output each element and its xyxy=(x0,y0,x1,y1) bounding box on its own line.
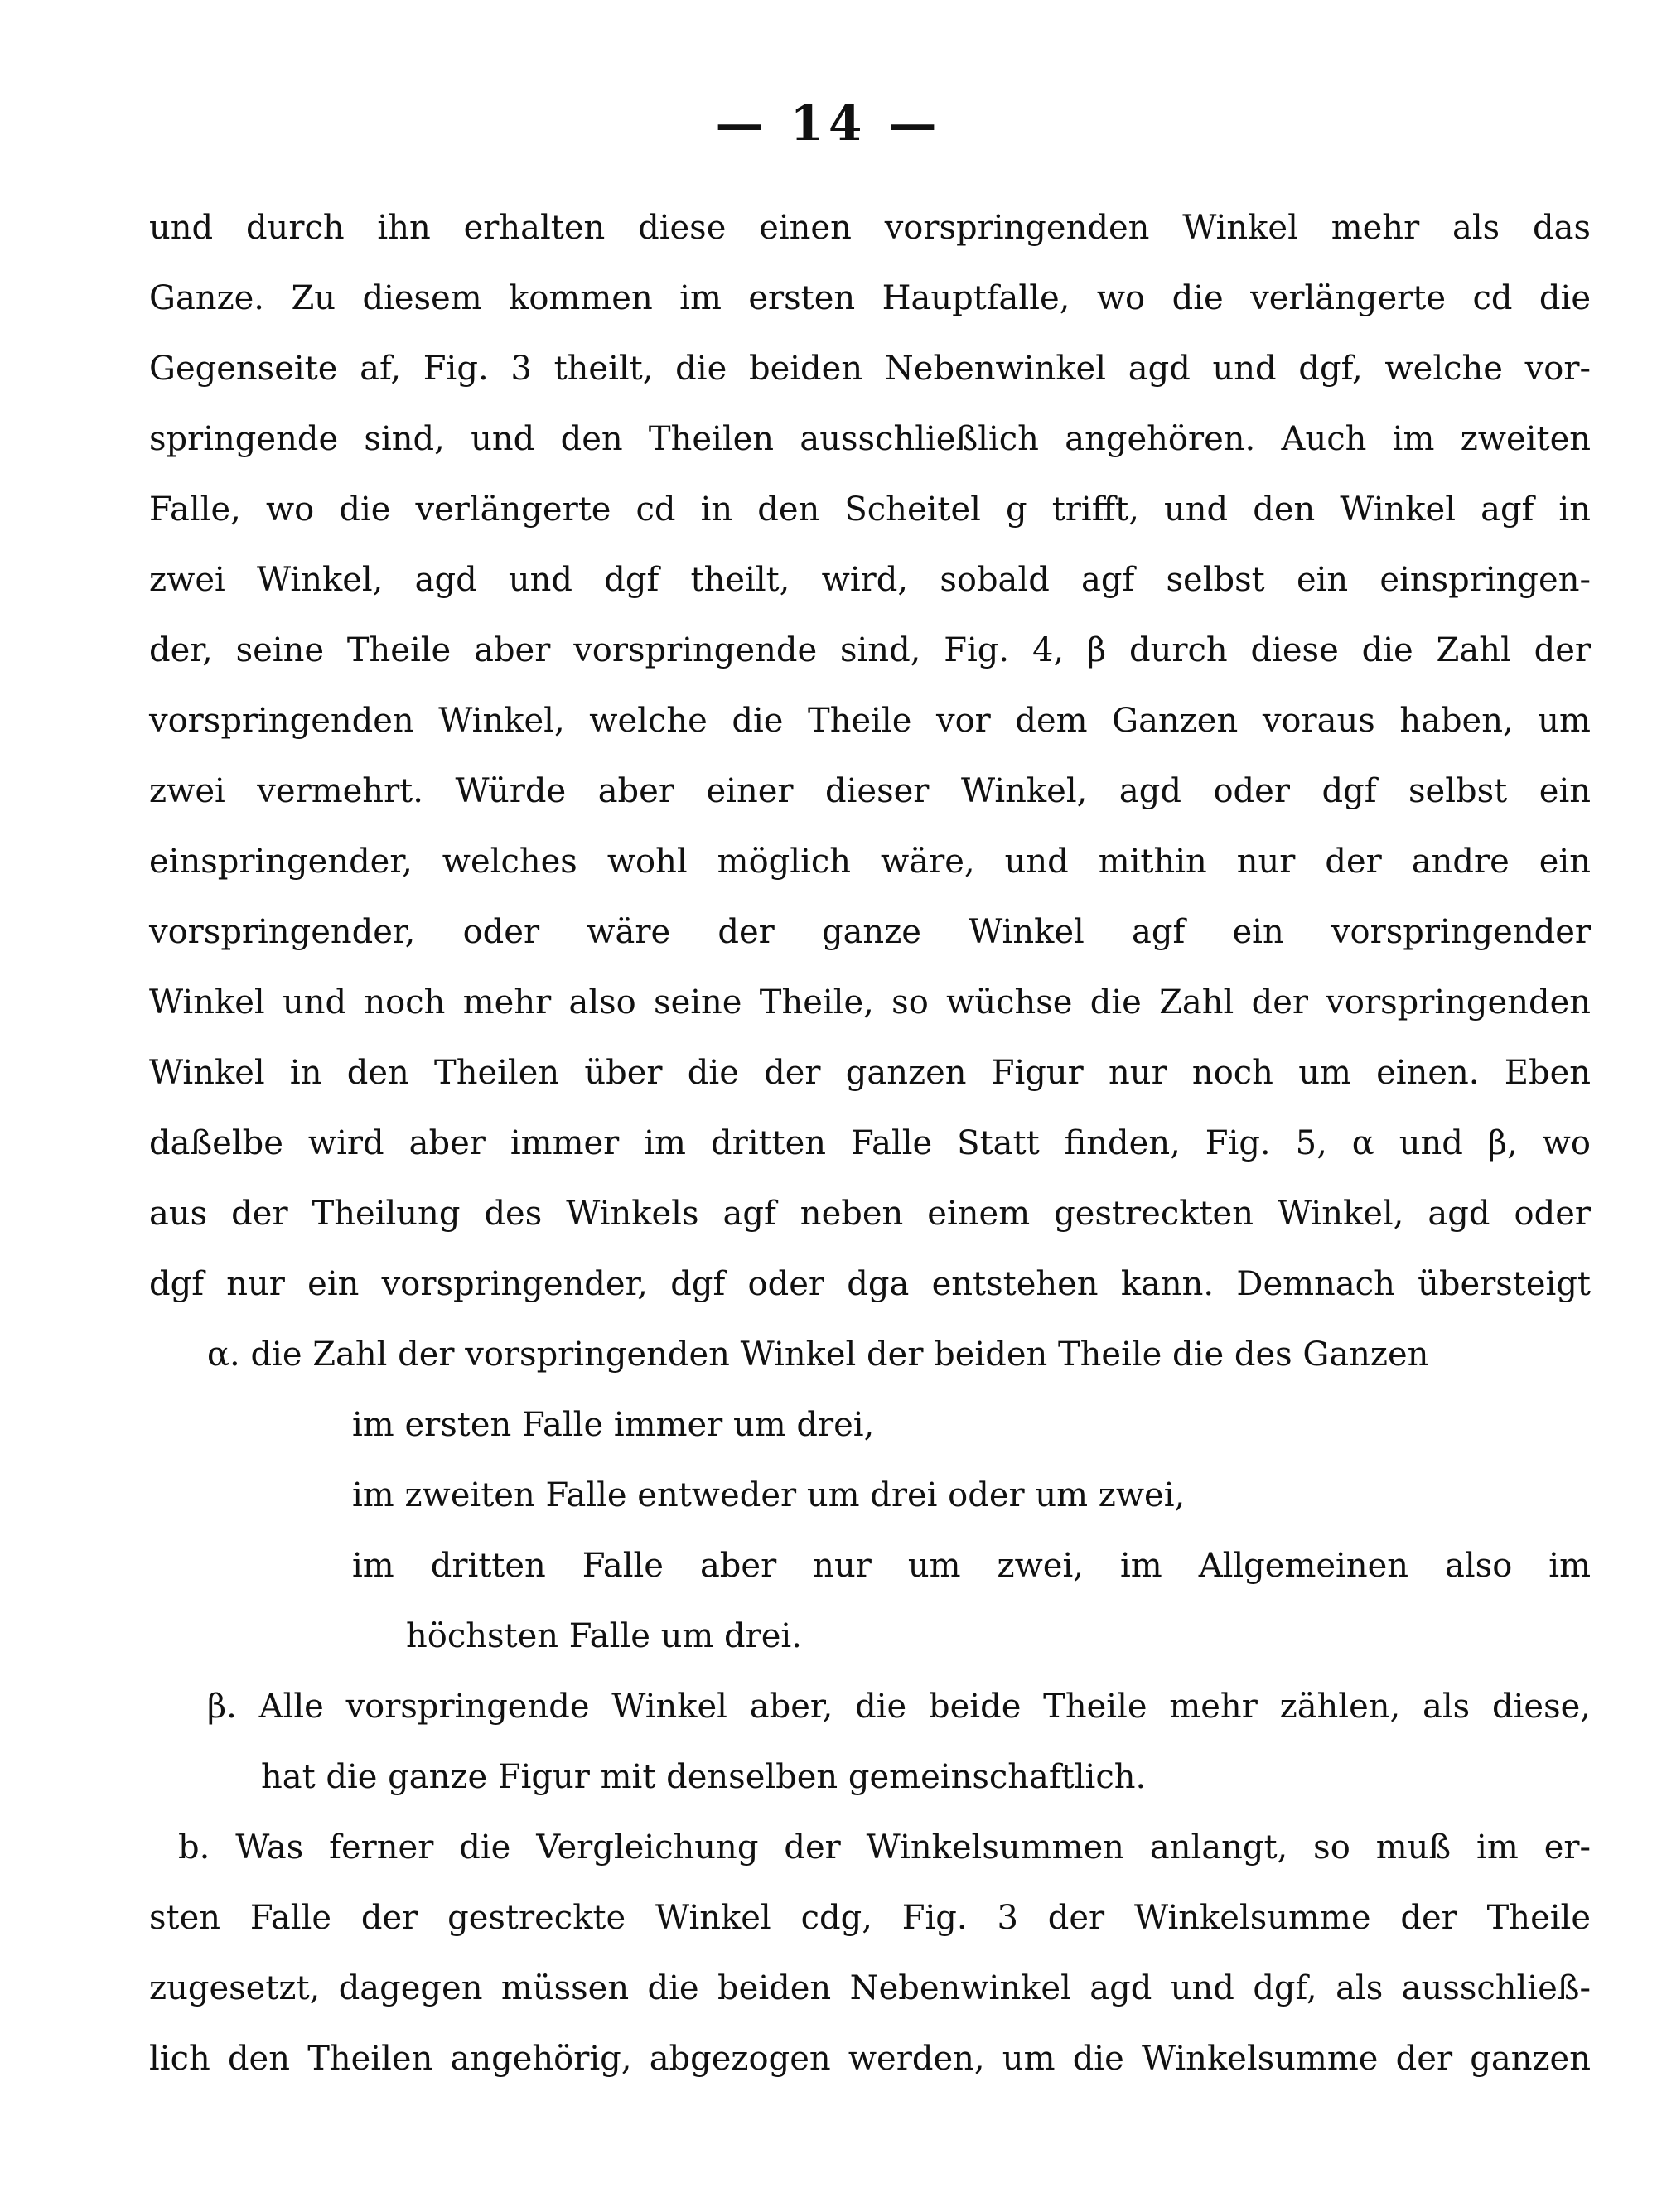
text-line: aus der Theilung des Winkels agf neben einem gestreckten Winkel, agd oder xyxy=(149,1195,1591,1233)
text-line: sten Falle der gestreckte Winkel cdg, Fig. 3 der Winkelsumme der Theile xyxy=(149,1899,1591,1937)
text-line: der, seine Theile aber vorspringende sind, Fig. 4, β durch diese die Zahl der xyxy=(149,631,1591,669)
text-line: Winkel in den Theilen über die der ganzen Figur nur noch um einen. Eben xyxy=(149,1054,1591,1092)
text-line: vorspringender, oder wäre der ganze Winkel agf ein vorspringender xyxy=(149,913,1591,951)
text-line: Gegenseite af, Fig. 3 theilt, die beiden Nebenwinkel agd und dgf, welche vor- xyxy=(149,350,1591,388)
text-line: Falle, wo die verlängerte cd in den Scheitel g trifft, und den Winkel agf in xyxy=(149,490,1591,529)
text-line: springende sind, und den Theilen ausschließlich angehören. Auch im zweiten xyxy=(149,420,1591,458)
list-item-alpha: α. die Zahl der vorspringenden Winkel der beiden Theile die des Ganzen xyxy=(207,1335,1429,1374)
text-line: Winkel und noch mehr also seine Theile, so wüchse die Zahl der vorspringenden xyxy=(149,983,1591,1021)
list-item-beta-continued: hat die ganze Figur mit denselben gemeinschaftlich. xyxy=(261,1758,1147,1796)
text-line: Ganze. Zu diesem kommen im ersten Hauptfalle, wo die verlängerte cd die xyxy=(149,279,1591,317)
text-line: daßelbe wird aber immer im dritten Falle Statt finden, Fig. 5, α und β, wo xyxy=(149,1124,1591,1162)
sub-list-line: im ersten Falle immer um drei, xyxy=(352,1406,875,1444)
text-line: zugesetzt, dagegen müssen die beiden Nebenwinkel agd und dgf, als ausschließ- xyxy=(149,1969,1591,2007)
sub-list-line: im dritten Falle aber nur um zwei, im Allgemeinen also im xyxy=(352,1547,1591,1585)
text-line: zwei vermehrt. Würde aber einer dieser Winkel, agd oder dgf selbst ein xyxy=(149,772,1591,810)
sub-list-line: im zweiten Falle entweder um drei oder um zwei, xyxy=(352,1476,1186,1514)
text-line: zwei Winkel, agd und dgf theilt, wird, sobald agf selbst ein einspringen- xyxy=(149,561,1591,599)
text-line: dgf nur ein vorspringender, dgf oder dga entstehen kann. Demnach übersteigt xyxy=(149,1265,1591,1303)
text-line: und durch ihn erhalten diese einen vorspringenden Winkel mehr als das xyxy=(149,209,1591,247)
text-line: lich den Theilen angehörig, abgezogen werden, um die Winkelsumme der ganzen xyxy=(149,2040,1591,2078)
text-line: vorspringenden Winkel, welche die Theile vor dem Ganzen voraus haben, um xyxy=(149,702,1591,740)
list-item-beta: β. Alle vorspringende Winkel aber, die beide Theile mehr zählen, als diese, xyxy=(207,1688,1591,1726)
sub-list-line: höchsten Falle um drei. xyxy=(406,1617,802,1655)
section-b-line: b. Was ferner die Vergleichung der Winkelsummen anlangt, so muß im er- xyxy=(178,1828,1591,1867)
page-number: — 14 — xyxy=(715,95,942,152)
text-line: einspringender, welches wohl möglich wäre, und mithin nur der andre ein xyxy=(149,843,1591,881)
